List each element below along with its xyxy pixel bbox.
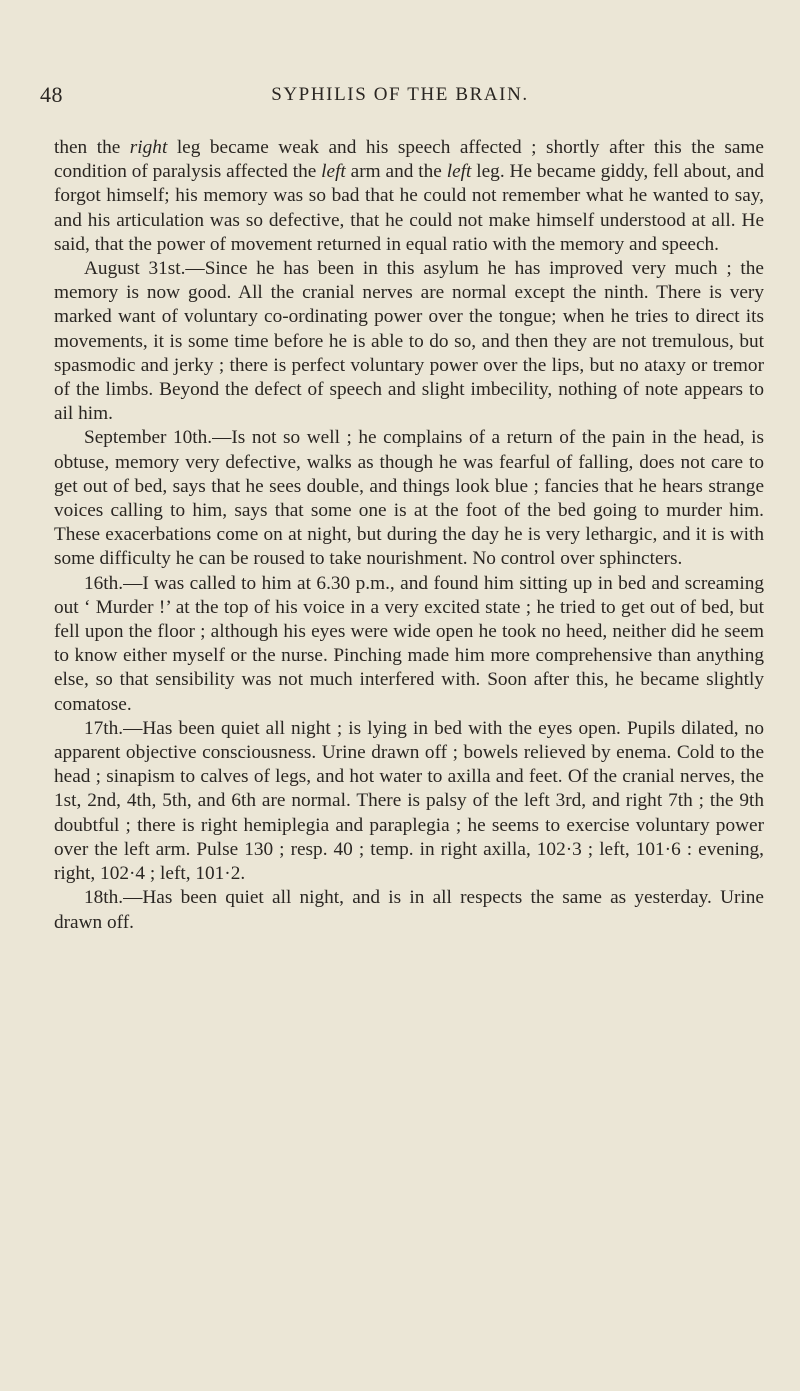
paragraph xyxy=(54,717,764,886)
paragraph xyxy=(54,426,764,571)
body-text xyxy=(54,136,764,935)
paragraph-text: leg became weak and his speech affected ; shortly after this the same condition of paralysis affected the xyxy=(54,137,764,183)
paragraph-text: leg. He became giddy, fell about, and forgot himself; his memory was so bad that he could not remember what he wanted to say, and his articulation was so defective, that he could not make himself understood at all. He said, that the power of movement returned in equal ratio with the memory and speech. xyxy=(54,161,764,255)
paragraph-text: August 31st.—Since he has been in this asylum he has improved very much ; the memory is now good. All the cranial nerves are normal except the ninth. There is very marked want of voluntary co-ordinating power over the tongue; when he tries to direct its movements, it is some time before he is able to do so, and then they are not tremulous, but spasmodic and jerky ; there is perfect voluntary power over the lips, but no ataxy or tremor of the limbs. Beyond the defect of speech and slight imbecility, nothing of note appears to ail him. xyxy=(54,258,764,425)
italic-text: left xyxy=(446,161,472,183)
italic-text: right xyxy=(129,137,168,158)
paragraph-text: 18th.—Has been quiet all night, and is in all respects the same as yesterday. Urine drawn off. xyxy=(54,887,764,933)
page-header xyxy=(40,82,760,112)
running-title: SYPHILIS OF THE BRAIN. xyxy=(271,84,529,105)
italic-text: left xyxy=(321,161,346,183)
paragraph-text: arm and the xyxy=(345,161,447,183)
paragraph xyxy=(54,136,764,257)
paragraph xyxy=(54,886,764,934)
paragraph-text: September 10th.—Is not so well ; he complains of a return of the pain in the head, is obtuse, memory very defective, walks as though he was fearful of falling, does not care to get out of bed, says that he sees double, and things look blue ; fancies that he hears strange voices calling to him, says that some one is at the foot of the bed going to murder him. These exacerbations come on at night, but during the day he is very lethargic, and it is with some difficulty he can be roused to take nourishment. No control over sphincters. xyxy=(54,427,764,570)
paragraph-text: 17th.—Has been quiet all night ; is lying in bed with the eyes open. Pupils dilated, no apparent objective consciousness. Urine drawn off ; bowels relieved by enema. Cold to the head ; sinapism to calves of legs, and hot water to axilla and feet. Of the cranial nerves, the 1st, 2nd, 4th, 5th, and 6th are normal. There is palsy of the left 3rd, and right 7th ; the 9th doubtful ; there is right hemiplegia and paraplegia ; he seems to exercise voluntary power over the left arm. Pulse 130 ; resp. 40 ; temp. in right axilla, 102·3 ; left, 101·6 : evening, right, 102·4 ; left, 101·2. xyxy=(54,717,764,885)
paragraph xyxy=(54,572,764,717)
paragraph-text: 16th.—I was called to him at 6.30 p.m., and found him sitting up in bed and screaming out ‘ Murder !’ at the top of his voice in a very excited state ; he tried to get out of bed, but fell upon the floor ; although his eyes were wide open he took no heed, neither did he seem to know either myself or the nurse. Pinching made him more comprehensive than anything else, so that sensibility was not much interfered with. Soon after this, he became slightly comatose. xyxy=(54,572,764,715)
page-number: 48 xyxy=(40,82,63,107)
paragraph xyxy=(54,257,764,426)
paragraph-text: then the xyxy=(54,137,130,158)
